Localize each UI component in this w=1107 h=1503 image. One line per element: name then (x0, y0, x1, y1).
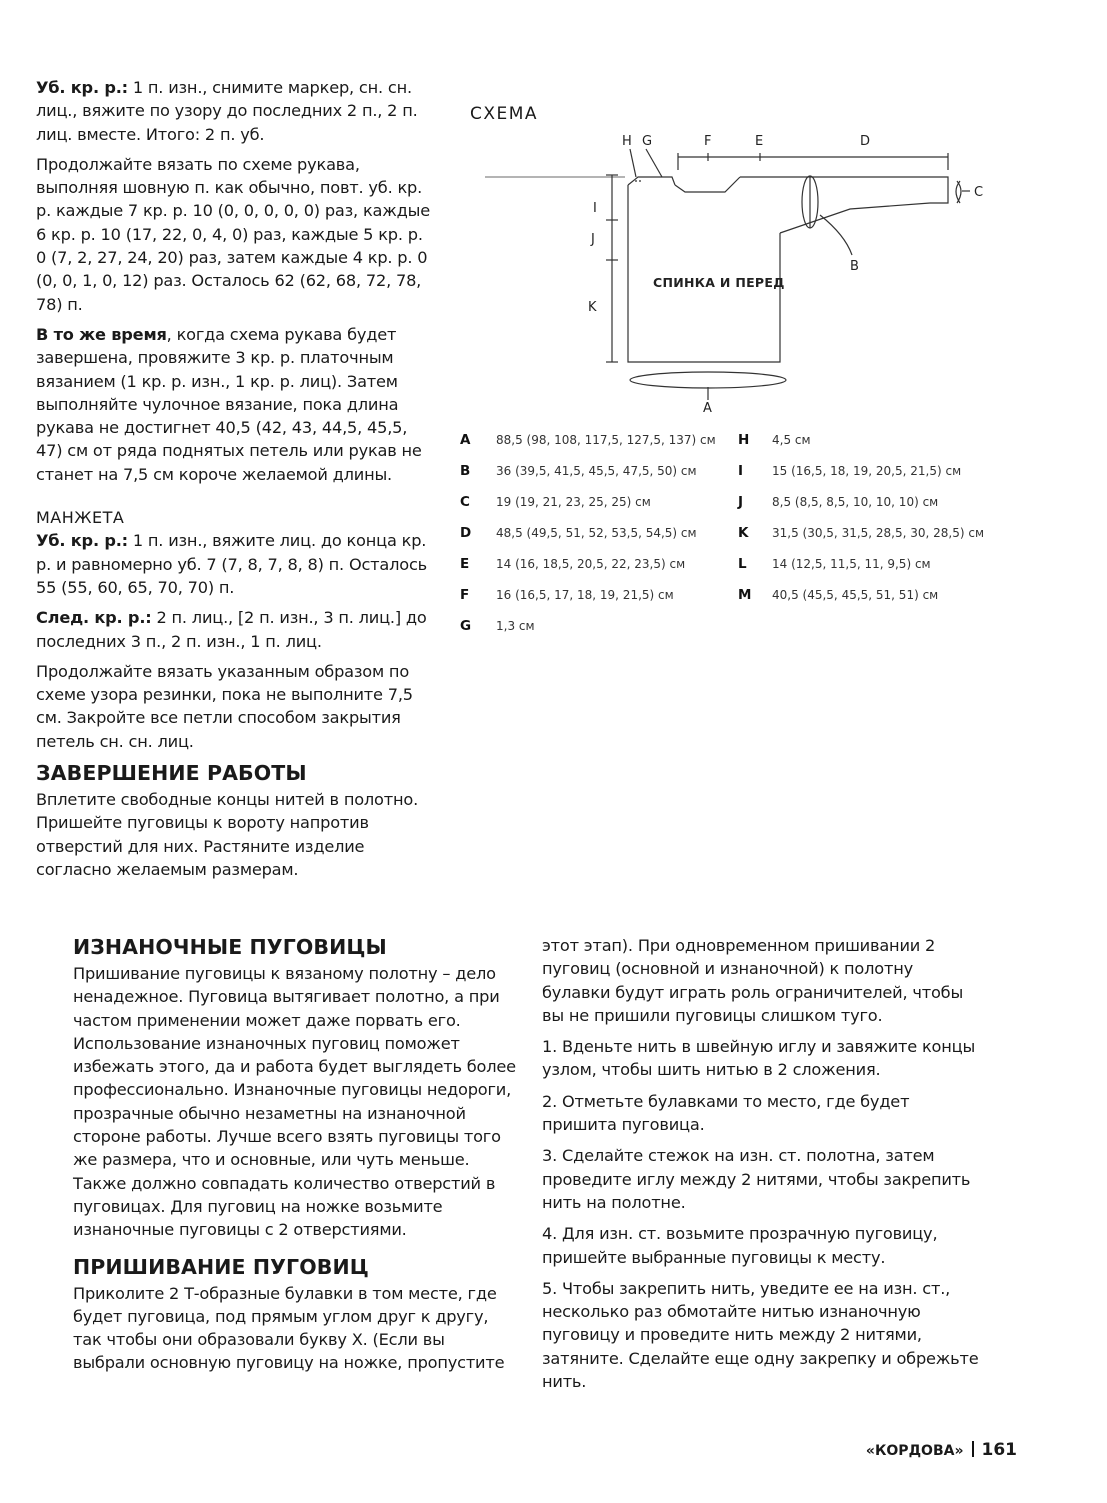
measurement-key: M (738, 587, 752, 603)
diagram-label-e: E (755, 134, 764, 149)
sleeve-paragraph: Продолжайте вязать по схеме рукава, выполняя шовную п. как обычно, повт. уб. кр. р. каждые 7 кр. р. 10 (0, 0, 0, 0, 0) раз, каждые 6 кр. р. 10 (17, 22, 0, 4, 0) раз, каждые 5 кр. р. 0 (7, 2, 27, 24, 20) раз, затем каждые 4 кр. р. 0 (0, 0, 1, 0, 12) раз. Осталось 62 (62, 68, 72, 78, 78) п. (36, 154, 430, 314)
bold-label: След. кр. р.: (36, 608, 152, 628)
reverse-buttons-column (73, 934, 518, 1382)
measurement-key: I (738, 463, 744, 479)
page-footer (866, 1440, 1017, 1460)
measurement-value: 19 (19, 21, 23, 25, 25) см (496, 495, 651, 509)
measurement-key: E (460, 556, 470, 572)
measurement-value: 1,3 см (496, 619, 535, 633)
diagram-label-b: B (850, 259, 859, 274)
continuation-paragraph: этот этап). При одновременном пришивании 2 пуговиц (основной и изнаночной) к полотну булавки будут играть роль ограничителей, чтобы вы не пришили пуговицы слишком туго. (542, 936, 964, 1025)
reverse-buttons-heading: ИЗНАНОЧНЫЕ ПУГОВИЦЫ (73, 935, 387, 959)
step-4: 4. Для изн. ст. возьмите прозрачную пуговицу, пришейте выбранные пуговицы к месту. (542, 1224, 938, 1267)
measurement-value: 16 (16,5, 17, 18, 19, 21,5) см (496, 588, 674, 602)
sewing-buttons-heading: ПРИШИВАНИЕ ПУГОВИЦ (73, 1254, 369, 1279)
bold-label: В то же время (36, 324, 167, 344)
bold-label: Уб. кр. р.: (36, 531, 128, 551)
page-number: 161 (981, 1440, 1017, 1460)
measurement-key: B (460, 463, 471, 479)
measurement-key: D (460, 525, 472, 541)
measurement-value: 4,5 см (772, 433, 811, 447)
step-3: 3. Сделайте стежок на изн. ст. полотна, затем проведите иглу между 2 нитями, чтобы закрепить нить на полотне. (542, 1146, 971, 1212)
magazine-brand: «КОРДОВА» (865, 1443, 964, 1459)
diagram-label-f: F (704, 134, 712, 149)
measurement-value: 88,5 (98, 108, 117,5, 127,5, 137) см (496, 433, 716, 447)
decrease-round-paragraph: Уб. кр. р.: 1 п. изн., снимите маркер, сн. сн. лиц., вяжите по узору до последних 2 п., 2 п. лиц. вместе. Итого: 2 п. уб. (36, 78, 418, 144)
measurement-value: 48,5 (49,5, 51, 52, 53,5, 54,5) см (496, 526, 697, 540)
diagram-label-h: H (622, 134, 632, 149)
step-1: 1. Вденьте нить в швейную иглу и завяжите концы узлом, чтобы шить нитью в 2 сложения. (542, 1037, 976, 1080)
diagram-label-k: K (588, 300, 597, 315)
measurement-value: 40,5 (45,5, 45,5, 51, 51) см (772, 588, 939, 602)
sewing-steps-column (542, 934, 982, 1401)
finishing-heading: ЗАВЕРШЕНИЕ РАБОТЫ (36, 761, 307, 786)
schema-title: СХЕМА (470, 104, 539, 124)
cuff-paragraph-3: Продолжайте вязать указанным образом по схеме узора резинки, пока не выполните 7,5 см. Закройте все петли способом закрытия петель сн. сн. лиц. (36, 661, 413, 751)
cuff-heading: МАНЖЕТА (36, 508, 125, 528)
measurement-value: 31,5 (30,5, 31,5, 28,5, 30, 28,5) см (772, 526, 985, 540)
diagram-body-label: СПИНКА И ПЕРЕД (653, 275, 785, 290)
diagram-label-a: A (703, 401, 712, 416)
reverse-buttons-paragraph: Пришивание пуговицы к вязаному полотну – дело ненадежное. Пуговица вытягивает полотно, а при частом применении может даже порвать его. Использование изнаночных пуговиц поможет избежать этого, да и работа будет выглядеть более профессионально. Изнаночные пуговицы недороги, прозрачные обычно незаметны на изнаночной стороне работы. Лучше всего взять пуговицы того же размера, что и основные, или чуть меньше. Также должно совпадать количество отверстий в пуговицах. Для пуговиц на ножке возьмите изнаночные пуговицы с 2 отверстиями. (73, 964, 516, 1240)
measurement-value: 14 (12,5, 11,5, 11, 9,5) см (772, 557, 931, 571)
same-time-paragraph: В то же время, когда схема рукава будет завершена, провяжите 3 кр. р. платочным вязанием (1 кр. р. изн., 1 кр. р. лиц). Затем выполняйте чулочное вязание, пока длина рукава не достигнет 40,5 (42, 43, 44,5, 45,5, 47) см от ряда поднятых петель или рукав не станет на 7,5 см короче желаемой длины. (36, 324, 422, 484)
diagram-label-j: J (591, 232, 595, 247)
diagram-label-g: G (642, 134, 653, 149)
measurement-key: F (460, 587, 470, 603)
measurement-key: K (738, 525, 749, 541)
footer-divider (972, 1441, 974, 1457)
measurement-value: 15 (16,5, 18, 19, 20,5, 21,5) см (772, 464, 962, 478)
measurement-value: 36 (39,5, 41,5, 45,5, 47,5, 50) см (496, 464, 697, 478)
cuff-paragraph-2: След. кр. р.: 2 п. лиц., [2 п. изн., 3 п. лиц.] до последних 3 п., 2 п. изн., 1 п. лиц. (36, 608, 427, 651)
bold-label: Уб. кр. р.: (36, 78, 128, 97)
diagram-label-d: D (860, 134, 871, 149)
diagram-label-i: I (593, 201, 597, 216)
instructions-column (36, 76, 431, 888)
measurements-table (460, 432, 1020, 652)
measurement-key: L (738, 556, 747, 572)
measurement-value: 8,5 (8,5, 8,5, 10, 10, 10) см (772, 495, 939, 509)
measurement-key: A (460, 432, 471, 448)
measurement-key: G (460, 618, 472, 634)
schematic-diagram (460, 125, 1000, 425)
finishing-paragraph: Вплетите свободные концы нитей в полотно. Пришейте пуговицы к вороту напротив отверстий для них. Растяните изделие согласно желаемым размерам. (36, 790, 419, 879)
cuff-paragraph-1: Уб. кр. р.: 1 п. изн., вяжите лиц. до конца кр. р. и равномерно уб. 7 (7, 8, 7, 8, 8) п. Осталось 55 (55, 60, 65, 70, 70) п. (36, 531, 428, 597)
step-5: 5. Чтобы закрепить нить, уведите ее на изн. ст., несколько раз обмотайте нитью изнаночную пуговицу и проведите нить между 2 нитями, затяните. Сделайте еще одну закрепку и обрежьте нить. (542, 1278, 979, 1392)
measurement-key: C (460, 494, 470, 510)
measurement-value: 14 (16, 18,5, 20,5, 22, 23,5) см (496, 557, 686, 571)
sewing-buttons-paragraph: Приколите 2 Т-образные булавки в том месте, где будет пуговица, под прямым углом друг к другу, так чтобы они образовали букву Х. (Если вы выбрали основную пуговицу на ножке, пропустите (73, 1283, 505, 1373)
measurement-key: J (738, 494, 744, 510)
measurement-key: H (738, 432, 750, 448)
step-2: 2. Отметьте булавками то место, где будет пришита пуговица. (542, 1091, 910, 1135)
diagram-label-c: C (974, 185, 984, 200)
